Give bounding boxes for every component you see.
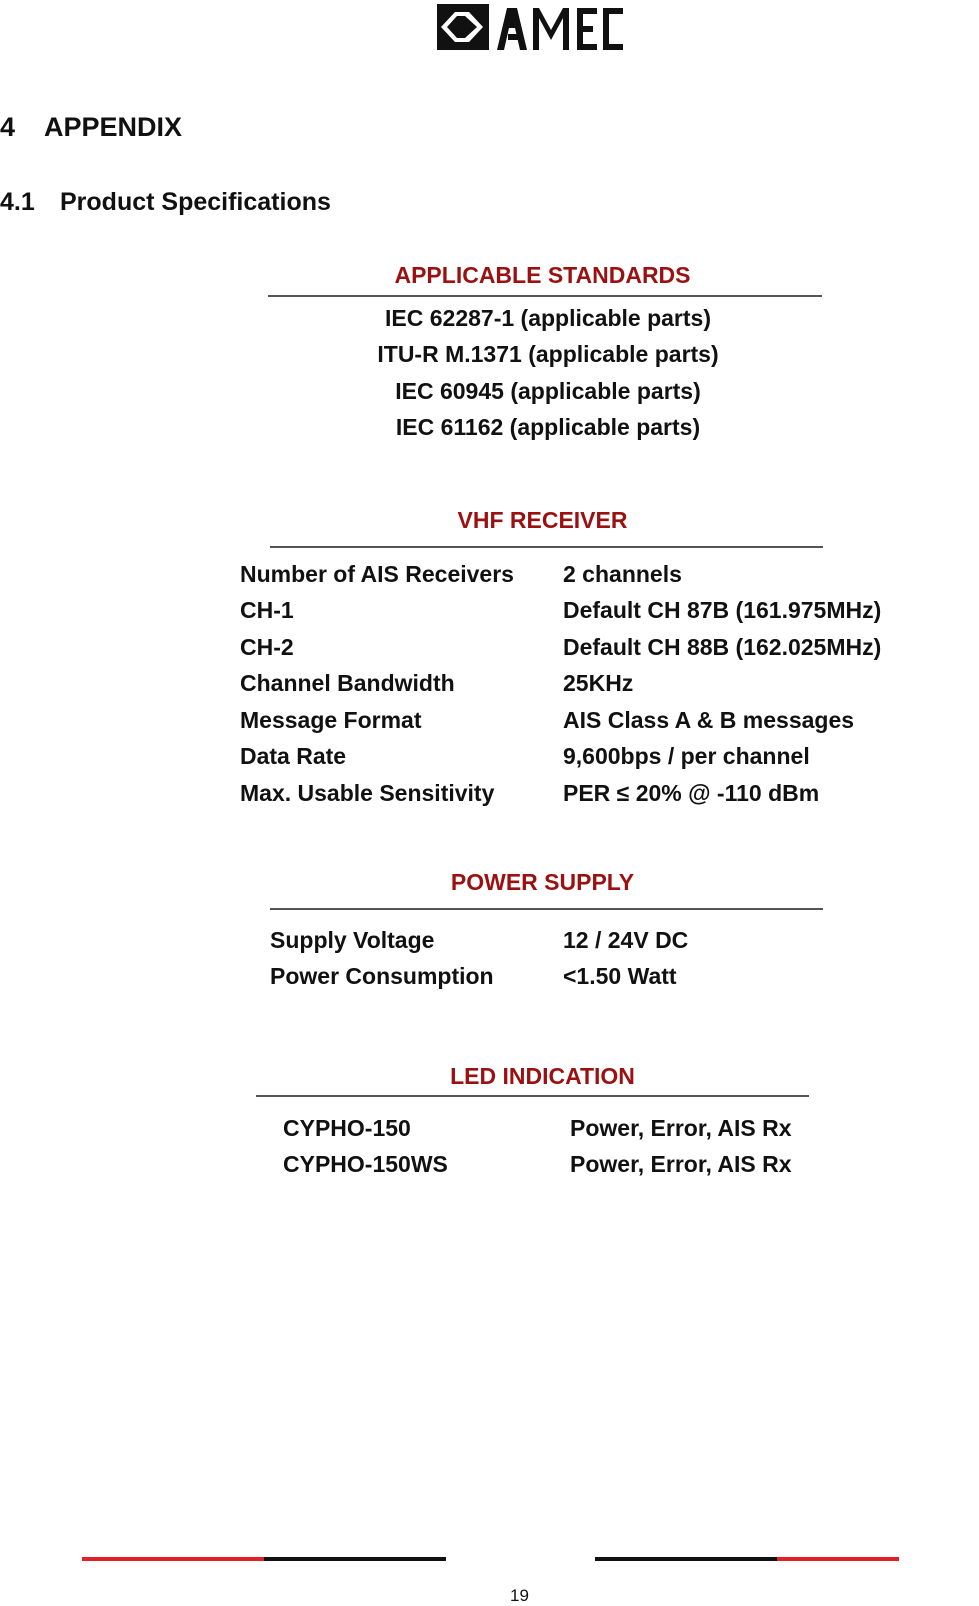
vhf-row-label: Data Rate: [240, 743, 347, 769]
footer-bar-red-right: [777, 1557, 899, 1561]
vhf-row-label: CH-2: [240, 634, 294, 660]
power-row-value: <1.50 Watt: [563, 963, 677, 989]
power-row-value: 12 / 24V DC: [563, 927, 689, 953]
power-row-label: Supply Voltage: [270, 927, 435, 953]
led-row-value: Power, Error, AIS Rx: [570, 1115, 792, 1141]
vhf-row-value: Default CH 87B (161.975MHz): [563, 597, 882, 623]
power-title: POWER SUPPLY: [450, 869, 635, 895]
amec-logo: [437, 0, 627, 56]
standards-divider: [268, 295, 822, 297]
subsection-number: 4.1: [0, 188, 35, 216]
led-row-label: CYPHO-150WS: [283, 1151, 448, 1177]
standard-item: ITU-R M.1371 (applicable parts): [377, 341, 719, 367]
power-divider: [270, 908, 823, 910]
vhf-row-label: CH-1: [240, 597, 294, 623]
vhf-row-value: PER ≤ 20% @ -110 dBm: [563, 780, 820, 806]
section-number: 4: [0, 112, 16, 142]
power-row-label: Power Consumption: [270, 963, 494, 989]
vhf-row-label: Max. Usable Sensitivity: [240, 780, 495, 806]
subsection-title: Product Specifications: [60, 188, 331, 216]
vhf-row-value: 2 channels: [563, 561, 682, 587]
vhf-row-value: 25KHz: [563, 670, 634, 696]
vhf-divider: [270, 546, 823, 548]
vhf-row-label: Channel Bandwidth: [240, 670, 455, 696]
page-number: 19: [510, 1586, 529, 1605]
led-divider: [256, 1095, 809, 1097]
standard-item: IEC 60945 (applicable parts): [395, 378, 701, 404]
footer-bar-black-left: [264, 1557, 446, 1561]
standards-title: APPLICABLE STANDARDS: [394, 262, 691, 288]
led-row-label: CYPHO-150: [283, 1115, 411, 1141]
vhf-title: VHF RECEIVER: [457, 507, 628, 533]
footer-bar-red-left: [82, 1557, 264, 1561]
standard-item: IEC 62287-1 (applicable parts): [385, 305, 711, 331]
amec-logo-graphic: [437, 0, 627, 56]
section-heading: [0, 112, 182, 143]
footer-bar-black-right: [595, 1557, 777, 1561]
section-title: APPENDIX: [44, 112, 183, 142]
led-row-value: Power, Error, AIS Rx: [570, 1151, 792, 1177]
standard-item: IEC 61162 (applicable parts): [395, 414, 701, 440]
led-title: LED INDICATION: [450, 1063, 635, 1089]
vhf-row-value: AIS Class A & B messages: [563, 707, 855, 733]
subsection-heading: [0, 188, 331, 217]
vhf-row-label: Number of AIS Receivers: [240, 561, 514, 587]
vhf-row-value: Default CH 88B (162.025MHz): [563, 634, 882, 660]
vhf-row-label: Message Format: [240, 707, 422, 733]
vhf-row-value: 9,600bps / per channel: [563, 743, 810, 769]
